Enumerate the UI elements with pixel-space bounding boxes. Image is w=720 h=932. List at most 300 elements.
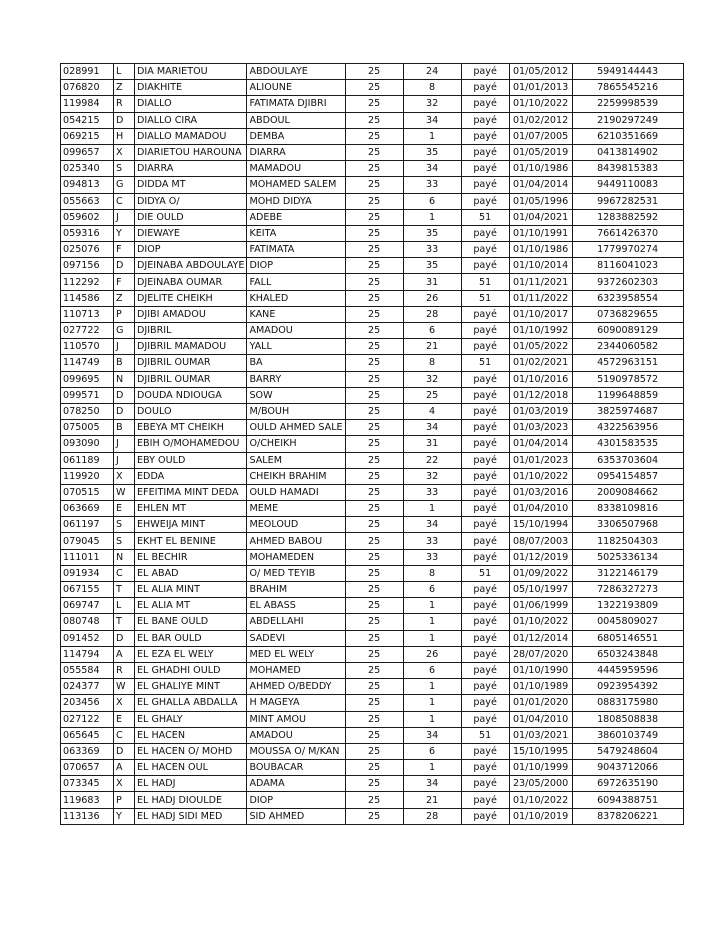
first-name-cell: DIARRA	[247, 144, 345, 160]
value-a-cell: 25	[345, 679, 403, 695]
value-a-cell: 25	[345, 258, 403, 274]
letter-cell: X	[114, 144, 135, 160]
value-a-cell: 25	[345, 436, 403, 452]
letter-cell: D	[114, 403, 135, 419]
letter-cell: S	[114, 161, 135, 177]
last-name-cell: EBIH O/MOHAMEDOU	[135, 436, 247, 452]
last-name-cell: EHWEIJA MINT	[135, 517, 247, 533]
first-name-cell: MED EL WELY	[247, 646, 345, 662]
last-name-cell: DIALLO CIRA	[135, 112, 247, 128]
first-name-cell: KHALED	[247, 290, 345, 306]
id-cell: 111011	[61, 549, 114, 565]
status-cell: payé	[461, 161, 509, 177]
status-cell: payé	[461, 614, 509, 630]
value-a-cell: 25	[345, 420, 403, 436]
status-cell: payé	[461, 323, 509, 339]
date-cell: 01/12/2014	[509, 630, 572, 646]
status-cell: payé	[461, 403, 509, 419]
last-name-cell: DIE OULD	[135, 209, 247, 225]
last-name-cell: DIARIETOU HAROUNA	[135, 144, 247, 160]
letter-cell: Z	[114, 290, 135, 306]
last-name-cell: DIAKHITE	[135, 80, 247, 96]
value-b-cell: 1	[403, 679, 461, 695]
id-cell: 059316	[61, 225, 114, 241]
date-cell: 01/04/2014	[509, 177, 572, 193]
letter-cell: D	[114, 387, 135, 403]
id-cell: 099695	[61, 371, 114, 387]
table-row	[61, 792, 684, 808]
letter-cell: C	[114, 193, 135, 209]
date-cell: 05/10/1997	[509, 582, 572, 598]
first-name-cell: DEMBA	[247, 128, 345, 144]
last-name-cell: EL HADJ DIOULDE	[135, 792, 247, 808]
letter-cell: J	[114, 339, 135, 355]
value-a-cell: 25	[345, 598, 403, 614]
last-name-cell: EL HACEN O/ MOHD	[135, 743, 247, 759]
last-name-cell: DIALLO MAMADOU	[135, 128, 247, 144]
last-name-cell: EDDA	[135, 468, 247, 484]
last-name-cell: DIDYA O/	[135, 193, 247, 209]
first-name-cell: FATIMATA	[247, 242, 345, 258]
status-cell: 51	[461, 209, 509, 225]
status-cell: payé	[461, 80, 509, 96]
status-cell: payé	[461, 646, 509, 662]
phone-cell: 0736829655	[572, 306, 683, 322]
phone-cell: 8116041023	[572, 258, 683, 274]
value-b-cell: 31	[403, 436, 461, 452]
letter-cell: S	[114, 517, 135, 533]
last-name-cell: EL EZA EL WELY	[135, 646, 247, 662]
first-name-cell: BOUBACAR	[247, 760, 345, 776]
value-b-cell: 8	[403, 80, 461, 96]
phone-cell: 0413814902	[572, 144, 683, 160]
id-cell: 091934	[61, 565, 114, 581]
value-b-cell: 8	[403, 355, 461, 371]
letter-cell: Z	[114, 80, 135, 96]
value-a-cell: 25	[345, 630, 403, 646]
status-cell: payé	[461, 306, 509, 322]
first-name-cell: AHMED BABOU	[247, 533, 345, 549]
first-name-cell: SALEM	[247, 452, 345, 468]
letter-cell: N	[114, 549, 135, 565]
table-row	[61, 339, 684, 355]
last-name-cell: DJEINABA ABDOULAYE	[135, 258, 247, 274]
table-row	[61, 565, 684, 581]
phone-cell: 9449110083	[572, 177, 683, 193]
phone-cell: 1779970274	[572, 242, 683, 258]
phone-cell: 0045809027	[572, 614, 683, 630]
first-name-cell: BA	[247, 355, 345, 371]
letter-cell: D	[114, 630, 135, 646]
value-a-cell: 25	[345, 452, 403, 468]
first-name-cell: MEOLOUD	[247, 517, 345, 533]
id-cell: 119920	[61, 468, 114, 484]
date-cell: 01/10/2022	[509, 614, 572, 630]
last-name-cell: EL HACEN	[135, 727, 247, 743]
status-cell: payé	[461, 582, 509, 598]
phone-cell: 2009084662	[572, 484, 683, 500]
id-cell: 099657	[61, 144, 114, 160]
value-b-cell: 35	[403, 258, 461, 274]
table-row	[61, 533, 684, 549]
value-b-cell: 26	[403, 646, 461, 662]
value-a-cell: 25	[345, 193, 403, 209]
date-cell: 01/01/2023	[509, 452, 572, 468]
date-cell: 01/03/2016	[509, 484, 572, 500]
phone-cell: 1322193809	[572, 598, 683, 614]
value-a-cell: 25	[345, 501, 403, 517]
id-cell: 075005	[61, 420, 114, 436]
table-row	[61, 290, 684, 306]
status-cell: payé	[461, 64, 509, 80]
phone-cell: 8338109816	[572, 501, 683, 517]
last-name-cell: EL BANE OULD	[135, 614, 247, 630]
value-a-cell: 25	[345, 64, 403, 80]
letter-cell: L	[114, 64, 135, 80]
id-cell: 094813	[61, 177, 114, 193]
value-a-cell: 25	[345, 646, 403, 662]
status-cell: 51	[461, 290, 509, 306]
table-row	[61, 598, 684, 614]
first-name-cell: AMADOU	[247, 323, 345, 339]
status-cell: payé	[461, 501, 509, 517]
value-a-cell: 25	[345, 80, 403, 96]
table-row	[61, 225, 684, 241]
letter-cell: W	[114, 679, 135, 695]
value-a-cell: 25	[345, 582, 403, 598]
last-name-cell: DIA MARIETOU	[135, 64, 247, 80]
first-name-cell: KEITA	[247, 225, 345, 241]
status-cell: payé	[461, 96, 509, 112]
id-cell: 070657	[61, 760, 114, 776]
date-cell: 01/05/2012	[509, 64, 572, 80]
id-cell: 070515	[61, 484, 114, 500]
phone-cell: 6323958554	[572, 290, 683, 306]
value-b-cell: 31	[403, 274, 461, 290]
first-name-cell: BARRY	[247, 371, 345, 387]
first-name-cell: OULD AHMED SALE	[247, 420, 345, 436]
phone-cell: 3122146179	[572, 565, 683, 581]
value-a-cell: 25	[345, 225, 403, 241]
table-row	[61, 436, 684, 452]
id-cell: 055663	[61, 193, 114, 209]
value-a-cell: 25	[345, 355, 403, 371]
phone-cell: 7286327273	[572, 582, 683, 598]
phone-cell: 1182504303	[572, 533, 683, 549]
first-name-cell: EL ABASS	[247, 598, 345, 614]
last-name-cell: EL HADJ	[135, 776, 247, 792]
last-name-cell: EBY OULD	[135, 452, 247, 468]
status-cell: payé	[461, 533, 509, 549]
value-b-cell: 34	[403, 517, 461, 533]
table-row	[61, 177, 684, 193]
status-cell: payé	[461, 695, 509, 711]
date-cell: 15/10/1995	[509, 743, 572, 759]
value-a-cell: 25	[345, 306, 403, 322]
value-a-cell: 25	[345, 565, 403, 581]
value-b-cell: 34	[403, 112, 461, 128]
first-name-cell: SID AHMED	[247, 808, 345, 824]
value-a-cell: 25	[345, 128, 403, 144]
last-name-cell: EL HADJ SIDI MED	[135, 808, 247, 824]
table-row	[61, 64, 684, 80]
status-cell: payé	[461, 808, 509, 824]
status-cell: payé	[461, 193, 509, 209]
value-a-cell: 25	[345, 468, 403, 484]
date-cell: 01/02/2012	[509, 112, 572, 128]
letter-cell: H	[114, 128, 135, 144]
first-name-cell: ALIOUNE	[247, 80, 345, 96]
date-cell: 01/04/2014	[509, 436, 572, 452]
last-name-cell: EL BECHIR	[135, 549, 247, 565]
value-a-cell: 25	[345, 274, 403, 290]
first-name-cell: ABDOUL	[247, 112, 345, 128]
first-name-cell: AHMED O/BEDDY	[247, 679, 345, 695]
value-b-cell: 6	[403, 662, 461, 678]
value-a-cell: 25	[345, 242, 403, 258]
id-cell: 114749	[61, 355, 114, 371]
value-a-cell: 25	[345, 727, 403, 743]
date-cell: 15/10/1994	[509, 517, 572, 533]
first-name-cell: MAMADOU	[247, 161, 345, 177]
status-cell: payé	[461, 517, 509, 533]
phone-cell: 6090089129	[572, 323, 683, 339]
first-name-cell: KANE	[247, 306, 345, 322]
value-a-cell: 25	[345, 517, 403, 533]
date-cell: 01/04/2021	[509, 209, 572, 225]
table-row	[61, 258, 684, 274]
letter-cell: B	[114, 355, 135, 371]
table-row	[61, 484, 684, 500]
date-cell: 01/10/1989	[509, 679, 572, 695]
letter-cell: J	[114, 209, 135, 225]
phone-cell: 9043712066	[572, 760, 683, 776]
id-cell: 061197	[61, 517, 114, 533]
status-cell: payé	[461, 387, 509, 403]
table-row	[61, 128, 684, 144]
status-cell: payé	[461, 420, 509, 436]
table-row	[61, 646, 684, 662]
value-b-cell: 28	[403, 306, 461, 322]
status-cell: payé	[461, 258, 509, 274]
id-cell: 093090	[61, 436, 114, 452]
id-cell: 110570	[61, 339, 114, 355]
letter-cell: J	[114, 452, 135, 468]
value-b-cell: 32	[403, 468, 461, 484]
status-cell: 51	[461, 355, 509, 371]
phone-cell: 0883175980	[572, 695, 683, 711]
value-b-cell: 28	[403, 808, 461, 824]
value-a-cell: 25	[345, 144, 403, 160]
status-cell: payé	[461, 630, 509, 646]
value-b-cell: 21	[403, 339, 461, 355]
last-name-cell: DJIBI AMADOU	[135, 306, 247, 322]
first-name-cell: MOUSSA O/ M/KAN	[247, 743, 345, 759]
value-b-cell: 6	[403, 743, 461, 759]
phone-cell: 1808508838	[572, 711, 683, 727]
letter-cell: B	[114, 420, 135, 436]
status-cell: payé	[461, 743, 509, 759]
value-a-cell: 25	[345, 743, 403, 759]
first-name-cell: SADEVI	[247, 630, 345, 646]
last-name-cell: DJIBRIL OUMAR	[135, 371, 247, 387]
status-cell: payé	[461, 776, 509, 792]
status-cell: 51	[461, 565, 509, 581]
id-cell: 080748	[61, 614, 114, 630]
value-a-cell: 25	[345, 209, 403, 225]
value-b-cell: 6	[403, 323, 461, 339]
value-a-cell: 25	[345, 177, 403, 193]
table-row	[61, 468, 684, 484]
value-b-cell: 33	[403, 533, 461, 549]
status-cell: payé	[461, 371, 509, 387]
date-cell: 01/01/2020	[509, 695, 572, 711]
first-name-cell: FATIMATA DJIBRI	[247, 96, 345, 112]
date-cell: 01/02/2021	[509, 355, 572, 371]
value-a-cell: 25	[345, 760, 403, 776]
date-cell: 08/07/2003	[509, 533, 572, 549]
first-name-cell: AMADOU	[247, 727, 345, 743]
first-name-cell: DIOP	[247, 258, 345, 274]
table-row	[61, 614, 684, 630]
date-cell: 01/01/2013	[509, 80, 572, 96]
date-cell: 01/10/1992	[509, 323, 572, 339]
value-a-cell: 25	[345, 96, 403, 112]
value-b-cell: 33	[403, 177, 461, 193]
date-cell: 01/10/1986	[509, 161, 572, 177]
last-name-cell: EL ABAD	[135, 565, 247, 581]
letter-cell: D	[114, 743, 135, 759]
id-cell: 063369	[61, 743, 114, 759]
value-b-cell: 25	[403, 387, 461, 403]
status-cell: 51	[461, 727, 509, 743]
id-cell: 069747	[61, 598, 114, 614]
date-cell: 01/12/2019	[509, 549, 572, 565]
letter-cell: F	[114, 274, 135, 290]
value-b-cell: 1	[403, 711, 461, 727]
letter-cell: Y	[114, 225, 135, 241]
letter-cell: N	[114, 371, 135, 387]
last-name-cell: EL ALIA MINT	[135, 582, 247, 598]
phone-cell: 7661426370	[572, 225, 683, 241]
records-table	[60, 63, 684, 825]
date-cell: 01/11/2021	[509, 274, 572, 290]
date-cell: 01/09/2022	[509, 565, 572, 581]
status-cell: payé	[461, 436, 509, 452]
letter-cell: E	[114, 711, 135, 727]
value-b-cell: 1	[403, 695, 461, 711]
value-a-cell: 25	[345, 161, 403, 177]
letter-cell: T	[114, 614, 135, 630]
table-row	[61, 306, 684, 322]
value-a-cell: 25	[345, 662, 403, 678]
last-name-cell: DJEINABA OUMAR	[135, 274, 247, 290]
table-row	[61, 242, 684, 258]
last-name-cell: EL ALIA MT	[135, 598, 247, 614]
date-cell: 01/07/2005	[509, 128, 572, 144]
phone-cell: 3825974687	[572, 403, 683, 419]
phone-cell: 3860103749	[572, 727, 683, 743]
table-row	[61, 743, 684, 759]
phone-cell: 6503243848	[572, 646, 683, 662]
first-name-cell: ABDELLAHI	[247, 614, 345, 630]
phone-cell: 0954154857	[572, 468, 683, 484]
status-cell: payé	[461, 128, 509, 144]
first-name-cell: MOHAMED	[247, 662, 345, 678]
phone-cell: 5949144443	[572, 64, 683, 80]
value-a-cell: 25	[345, 792, 403, 808]
table-row	[61, 727, 684, 743]
value-b-cell: 34	[403, 420, 461, 436]
first-name-cell: MOHD DIDYA	[247, 193, 345, 209]
letter-cell: X	[114, 468, 135, 484]
table-row	[61, 403, 684, 419]
letter-cell: C	[114, 727, 135, 743]
phone-cell: 6972635190	[572, 776, 683, 792]
id-cell: 097156	[61, 258, 114, 274]
letter-cell: P	[114, 792, 135, 808]
phone-cell: 6094388751	[572, 792, 683, 808]
letter-cell: X	[114, 695, 135, 711]
value-b-cell: 26	[403, 290, 461, 306]
id-cell: 078250	[61, 403, 114, 419]
table-row	[61, 209, 684, 225]
last-name-cell: DOULO	[135, 403, 247, 419]
value-a-cell: 25	[345, 323, 403, 339]
table-row	[61, 420, 684, 436]
status-cell: payé	[461, 112, 509, 128]
id-cell: 110713	[61, 306, 114, 322]
last-name-cell: DJIBRIL MAMADOU	[135, 339, 247, 355]
last-name-cell: DOUDA NDIOUGA	[135, 387, 247, 403]
value-b-cell: 34	[403, 727, 461, 743]
date-cell: 01/10/2019	[509, 808, 572, 824]
id-cell: 061189	[61, 452, 114, 468]
id-cell: 114794	[61, 646, 114, 662]
last-name-cell: DIOP	[135, 242, 247, 258]
id-cell: 073345	[61, 776, 114, 792]
id-cell: 119683	[61, 792, 114, 808]
table-row	[61, 549, 684, 565]
id-cell: 065645	[61, 727, 114, 743]
letter-cell: R	[114, 96, 135, 112]
value-b-cell: 35	[403, 144, 461, 160]
value-b-cell: 1	[403, 760, 461, 776]
last-name-cell: EFEITIMA MINT DEDA	[135, 484, 247, 500]
id-cell: 091452	[61, 630, 114, 646]
value-b-cell: 32	[403, 96, 461, 112]
date-cell: 01/03/2023	[509, 420, 572, 436]
value-b-cell: 33	[403, 549, 461, 565]
last-name-cell: DJELITE CHEIKH	[135, 290, 247, 306]
first-name-cell: MINT AMOU	[247, 711, 345, 727]
phone-cell: 0923954392	[572, 679, 683, 695]
table-row	[61, 112, 684, 128]
table-row	[61, 679, 684, 695]
value-a-cell: 25	[345, 290, 403, 306]
phone-cell: 6353703604	[572, 452, 683, 468]
status-cell: payé	[461, 177, 509, 193]
value-b-cell: 1	[403, 598, 461, 614]
letter-cell: A	[114, 760, 135, 776]
date-cell: 01/10/2016	[509, 371, 572, 387]
id-cell: 025340	[61, 161, 114, 177]
table-row	[61, 323, 684, 339]
id-cell: 203456	[61, 695, 114, 711]
value-b-cell: 1	[403, 209, 461, 225]
first-name-cell: ADEBE	[247, 209, 345, 225]
id-cell: 099571	[61, 387, 114, 403]
